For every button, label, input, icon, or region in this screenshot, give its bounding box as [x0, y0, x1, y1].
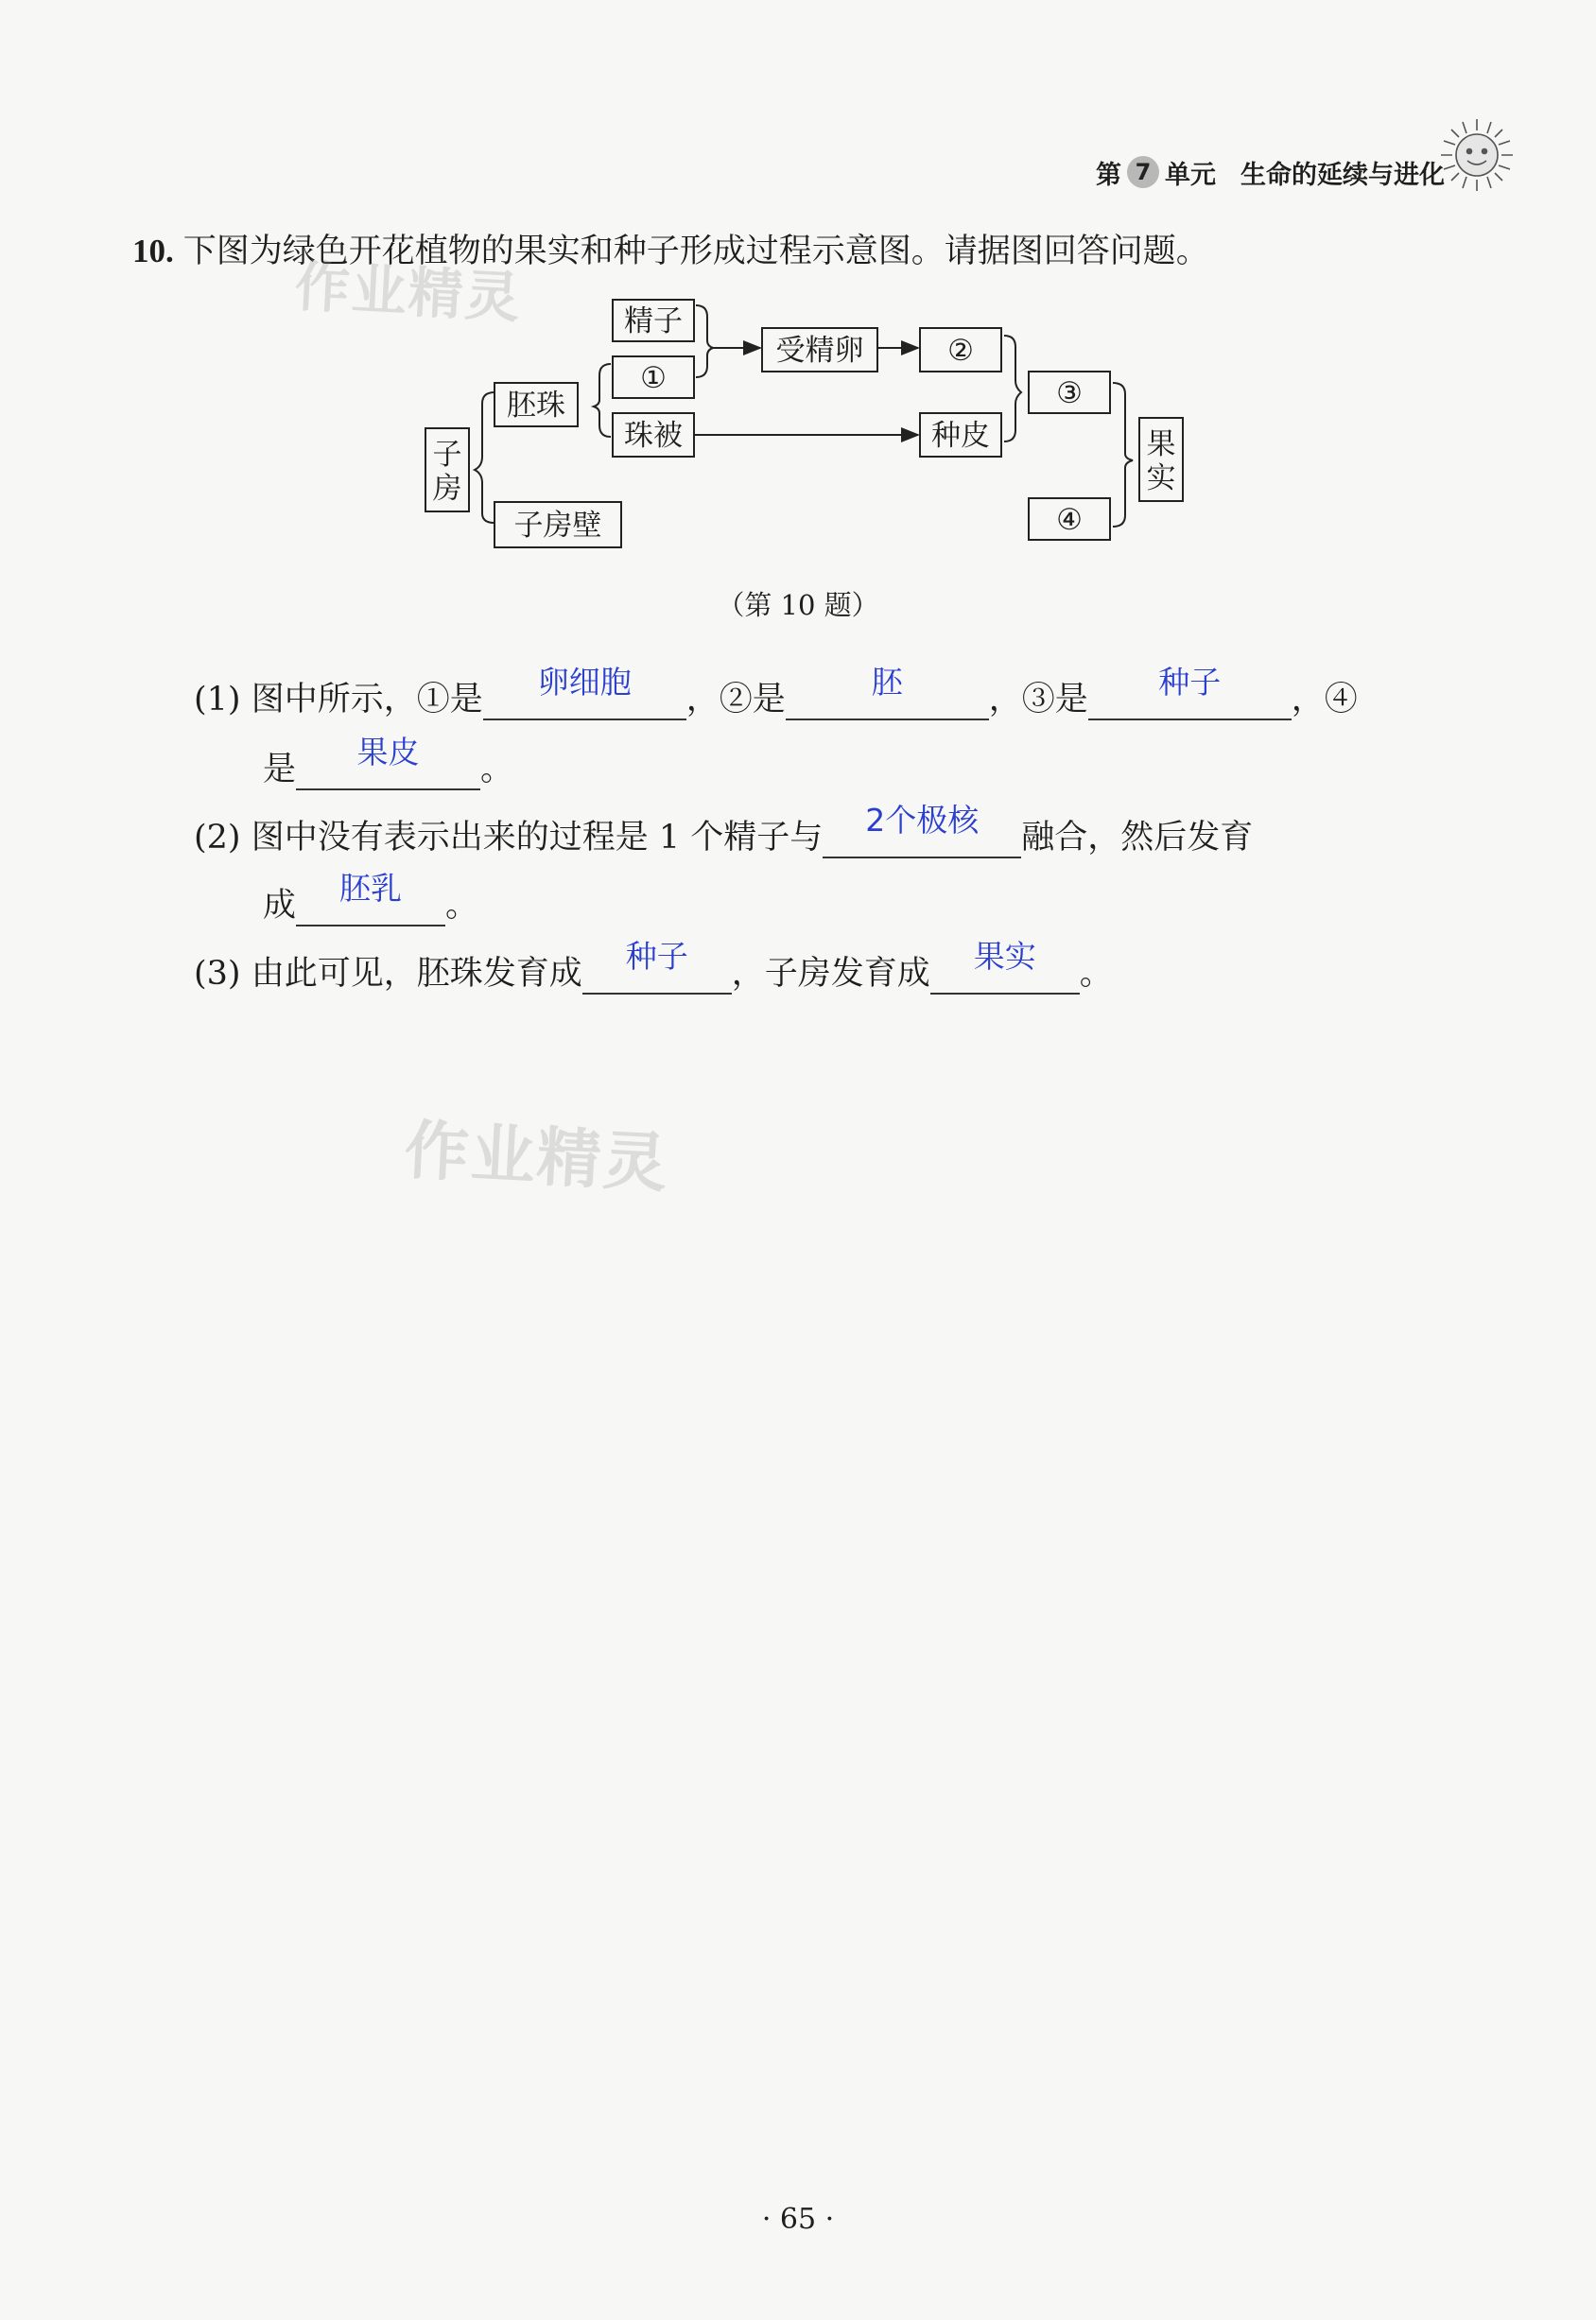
part3-text2: ，子房发育成 — [731, 955, 930, 993]
part1-text5: 是 — [263, 751, 297, 788]
part2-line1 — [194, 802, 1254, 858]
page-number: · 65 · — [761, 2203, 835, 2236]
part1-answer1: 卵细胞 — [537, 664, 632, 701]
part3-label: (3) — [194, 955, 241, 993]
part2-text1: 图中没有表示出来的过程是 1 个精子与 — [251, 819, 824, 857]
sun-icon — [1433, 112, 1520, 199]
part1-blank2[interactable] — [786, 664, 989, 720]
sperm-label: 精子 — [624, 304, 683, 338]
part1-label: (1) — [194, 681, 241, 719]
part2-blank2[interactable] — [296, 870, 445, 926]
part3-text3: 。 — [1079, 955, 1113, 993]
question-prompt: 下图为绿色开花植物的果实和种子形成过程示意图。请据图回答问题。 — [182, 233, 1209, 270]
unit-header — [1096, 151, 1445, 193]
embryo-marker: ② — [947, 334, 974, 368]
ovary-label-2: 房 — [432, 472, 462, 506]
part3-answer1: 种子 — [625, 938, 688, 975]
unit-prefix: 第 — [1096, 160, 1121, 190]
part2-text2: 融合，然后发育 — [1021, 819, 1254, 857]
part1-blank1[interactable] — [483, 664, 686, 720]
part2-blank1[interactable] — [823, 802, 1021, 858]
part1-text1: 图中所示，①是 — [251, 681, 483, 719]
part3-text1: 由此可见，胚珠发育成 — [251, 955, 582, 993]
seed-coat-label: 种皮 — [931, 419, 990, 453]
watermark-top: 作业精灵 — [293, 253, 524, 331]
part1-text6: 。 — [480, 751, 514, 788]
part2-answer2: 胚乳 — [339, 870, 403, 907]
ovary-label-1: 子 — [432, 438, 462, 472]
part1-line2 — [263, 734, 514, 790]
part1-text3: ，③是 — [988, 681, 1088, 719]
part1-text2: ，②是 — [685, 681, 786, 719]
integument-label: 珠被 — [624, 419, 683, 453]
peel-marker: ④ — [1056, 503, 1083, 537]
part1-blank3[interactable] — [1088, 664, 1292, 720]
zygote-label: 受精卵 — [775, 334, 864, 368]
part3-blank2[interactable] — [930, 938, 1080, 995]
watermark-middle: 作业精灵 — [402, 1113, 671, 1203]
figure-caption: （第 10 题） — [717, 589, 879, 621]
question-title — [132, 225, 1209, 272]
part1-answer4: 果皮 — [356, 734, 420, 770]
part3-line1 — [194, 938, 1113, 995]
ovary-wall-label: 子房壁 — [513, 509, 602, 543]
part1-text4: ，④ — [1291, 681, 1358, 719]
fertilization-brace — [696, 305, 713, 377]
fruit-brace — [1113, 383, 1133, 527]
part1-answer2: 胚 — [871, 664, 903, 701]
part2-text4: 。 — [445, 887, 479, 925]
part1-blank4[interactable] — [296, 734, 480, 790]
seed-brace — [1004, 336, 1021, 441]
unit-title: 生命的延续与进化 — [1240, 160, 1445, 190]
part3-answer2: 果实 — [973, 938, 1036, 975]
part2-text3: 成 — [263, 887, 297, 925]
part1-line1 — [194, 664, 1358, 720]
part1-answer3: 种子 — [1158, 664, 1222, 701]
fruit-label-2: 实 — [1146, 461, 1176, 495]
egg-marker: ① — [640, 361, 667, 395]
part2-label: (2) — [194, 819, 241, 857]
ovary-brace — [475, 392, 494, 523]
part2-answer1: 2个极核 — [865, 802, 980, 839]
seed-marker: ③ — [1056, 376, 1083, 410]
part2-line2 — [263, 870, 479, 926]
question-number: 10. — [132, 233, 174, 269]
fruit-label-1: 果 — [1146, 427, 1176, 461]
unit-number-badge: 7 — [1127, 156, 1159, 188]
fruit-seed-formation-diagram — [416, 288, 1191, 553]
unit-suffix: 单元 — [1165, 160, 1216, 190]
part3-blank1[interactable] — [582, 938, 732, 995]
ovule-brace — [594, 364, 611, 437]
ovule-label: 胚珠 — [507, 389, 565, 423]
